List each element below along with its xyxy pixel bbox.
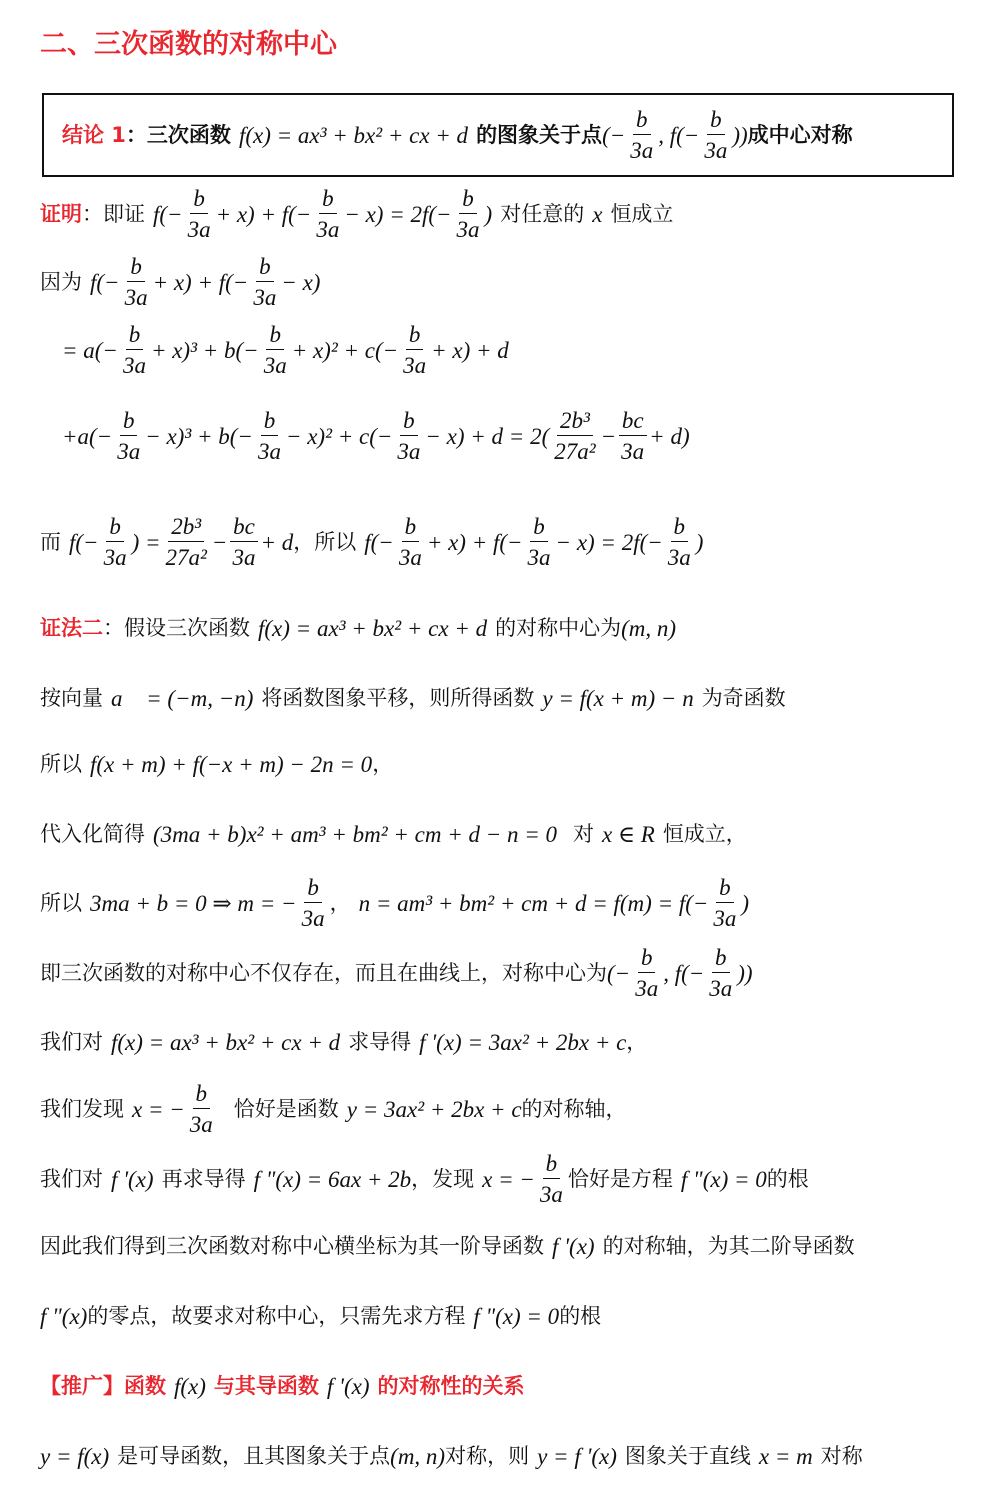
fraction: $\frac{b}{3a}$ — [301, 875, 325, 931]
fraction: $\frac{\text{2b³}}{\text{27a²}}$ — [165, 514, 207, 570]
conclusion-point-open: (− — [602, 122, 626, 148]
math-span: x = m — [758, 1443, 813, 1469]
text-span: ，所以 — [293, 529, 357, 554]
proof-label: 证明 — [40, 201, 82, 226]
math-span: − — [600, 423, 617, 449]
text-span: 为奇函数 — [701, 685, 786, 710]
text-span: 而 — [40, 529, 61, 554]
math-span: x ∈ R — [602, 821, 655, 847]
math-span: (3ma + b)x² + am³ + bm² + cm + d − n = 0 — [153, 821, 558, 847]
math-span: − x)² + c(− — [285, 423, 393, 449]
math-span: + d) — [649, 423, 690, 449]
conclusion-mid: 的图象关于点 — [476, 122, 603, 147]
math-span: ) — [484, 201, 493, 227]
method2-line-1 — [40, 612, 960, 644]
extension-line-2 — [40, 1440, 960, 1472]
method2-line-2 — [40, 682, 960, 714]
text-span: 所以 — [40, 890, 82, 915]
math-span: = a(− — [62, 337, 118, 363]
method2-line-11 — [40, 1300, 960, 1332]
math-span: y = f '(x) — [537, 1443, 617, 1469]
fraction: $\frac{b}{3a}$ — [189, 1081, 213, 1137]
math-span: + x) + f(− — [215, 201, 312, 227]
math-span: + d — [260, 529, 294, 555]
math-span: , f(− — [663, 960, 705, 986]
text-span: ， — [329, 890, 351, 915]
proof-line-4 — [62, 404, 960, 468]
text-span: ， — [626, 1029, 648, 1054]
conclusion-point-close: )) — [732, 122, 748, 148]
math-span: f(x + m) + f(−x + m) − 2n = 0 — [90, 751, 373, 777]
text-span: 因此我们得到三次函数对称中心横坐标为其一阶导函数 — [40, 1233, 544, 1258]
math-span: a⃗ = (−m, −n) — [111, 685, 254, 711]
text-span: 将函数图象平移，则所得函数 — [261, 685, 535, 710]
proof-line-3 — [62, 322, 960, 378]
text-span: 的对称轴， — [521, 1096, 627, 1121]
math-span: x — [592, 201, 603, 227]
conclusion-label: 结论 1 — [62, 122, 126, 147]
method2-line-7 — [40, 1026, 960, 1058]
text-span: ，发现 — [411, 1166, 475, 1191]
text-span: 我们对 — [40, 1029, 103, 1054]
section-title: 二、三次函数的对称中心 — [40, 29, 337, 60]
math-span: f(x) — [174, 1373, 206, 1399]
text-span: 因为 — [40, 269, 82, 294]
text-span: 对任意的 — [500, 201, 585, 226]
math-span: )) — [737, 960, 753, 986]
fraction: $\frac{b}{3a}$ — [704, 107, 728, 163]
fraction: $\frac{bc}{3a}$ — [229, 515, 258, 569]
fraction: $\frac{bc}{3a}$ — [618, 409, 647, 463]
math-span: n = am³ + bm² + cm + d = f(m) = f(− — [358, 890, 709, 916]
text-span: 恒成立， — [662, 821, 747, 846]
method2-line-9 — [40, 1148, 960, 1210]
text-span: ：即证 — [82, 201, 145, 226]
fraction: $\frac{b}{3a}$ — [713, 875, 737, 931]
math-span: + x) + f(− — [426, 529, 523, 555]
math-span: f "(x) = 0 — [473, 1303, 560, 1329]
fraction: $\frac{b}{3a}$ — [456, 186, 480, 242]
math-span: − x)³ + b(− — [145, 423, 253, 449]
math-span: f(x) = ax³ + bx² + cx + d — [258, 615, 488, 641]
math-span: + x)² + c(− — [291, 337, 399, 363]
math-span: − — [211, 529, 228, 555]
text-span: 的对称性的关系 — [377, 1373, 525, 1398]
math-span: − x) + d = 2( — [425, 423, 550, 449]
math-span: f(− — [69, 529, 99, 555]
math-span: + x) + f(− — [152, 269, 249, 295]
fraction: $\frac{b}{3a}$ — [263, 322, 287, 378]
text-span: 函数 — [124, 1373, 166, 1398]
fraction: $\frac{b}{3a}$ — [527, 514, 551, 570]
math-span: 3ma + b = 0 ⇒ m = − — [90, 890, 297, 916]
math-span: + x)³ + b(− — [150, 337, 259, 363]
text-span: 我们发现 — [40, 1096, 124, 1121]
math-span: f "(x) = 0 — [680, 1166, 767, 1192]
math-span: (m, n) — [390, 1443, 446, 1469]
math-span: ) = — [131, 529, 161, 555]
math-span: f(− — [364, 529, 394, 555]
fraction: $\frac{b}{3a}$ — [124, 254, 148, 310]
text-span: 对称，则 — [445, 1443, 530, 1468]
math-span: f '(x) — [111, 1166, 154, 1192]
proof-line-1 — [40, 188, 960, 240]
text-span: 的对称中心为 — [495, 615, 622, 640]
fraction: $\frac{b}{3a}$ — [630, 107, 654, 163]
method2-line-8 — [40, 1078, 960, 1140]
fraction: $\frac{b}{3a}$ — [397, 408, 421, 464]
text-span: 我们对 — [40, 1166, 103, 1191]
math-span: f(− — [153, 201, 183, 227]
math-span: f '(x) — [552, 1233, 595, 1259]
text-span: 的零点，故要求对称中心，只需先求方程 — [87, 1303, 466, 1328]
fraction: $\frac{b}{3a}$ — [187, 186, 211, 242]
math-span: ) — [695, 529, 704, 555]
math-span: f "(x) = 6ax + 2b — [253, 1166, 412, 1192]
text-span: 求导得 — [348, 1029, 412, 1054]
fraction: $\frac{b}{3a}$ — [539, 1151, 563, 1207]
text-span: 恰好是方程 — [567, 1166, 673, 1191]
proof-line-2 — [40, 256, 960, 308]
fraction: $\frac{b}{3a}$ — [403, 322, 427, 378]
math-span: − x) = 2f(− — [555, 529, 663, 555]
fraction: $\frac{b}{3a}$ — [117, 408, 141, 464]
math-span: ) — [741, 890, 750, 916]
math-span: (− — [607, 960, 631, 986]
text-span: 所以 — [40, 751, 82, 776]
text-span: 恰好是函数 — [233, 1096, 339, 1121]
fraction: $\frac{b}{3a}$ — [709, 945, 733, 1001]
conclusion-expr: f(x) = ax³ + bx² + cx + d — [238, 122, 469, 148]
math-span: y = 3ax² + 2bx + c — [346, 1096, 522, 1122]
method2-label: 证法二 — [40, 615, 103, 640]
method2-line-5 — [40, 872, 960, 934]
text-span: 的根 — [766, 1166, 809, 1191]
text-span: ：假设三次函数 — [103, 615, 250, 640]
fraction: $\frac{b}{3a}$ — [398, 514, 422, 570]
math-span: f '(x) = 3ax² + 2bx + c — [419, 1029, 627, 1055]
fraction: $\frac{b}{3a}$ — [122, 322, 146, 378]
math-span: y = f(x + m) − n — [542, 685, 694, 711]
math-span: f '(x) — [326, 1373, 370, 1399]
extension-label: 【推广】 — [40, 1373, 124, 1398]
text-span: 与其导函数 — [213, 1373, 319, 1398]
method2-line-10 — [40, 1230, 960, 1262]
text-span: 的根 — [559, 1303, 602, 1328]
math-span: y = f(x) — [40, 1443, 110, 1469]
method2-line-4 — [40, 818, 960, 850]
text-span: 即三次函数的对称中心不仅存在，而且在曲线上，对称中心为 — [40, 960, 607, 985]
math-span: − x) — [281, 269, 321, 295]
conclusion-tail: 成中心对称 — [747, 122, 853, 147]
math-span: x = − — [132, 1096, 185, 1122]
conclusion-lead: ：三次函数 — [125, 122, 231, 147]
method2-line-6 — [40, 942, 960, 1004]
math-span: +a(− — [62, 423, 113, 449]
proof-line-5 — [40, 510, 960, 574]
text-span: ， — [372, 751, 394, 776]
text-span: 对 — [573, 821, 595, 846]
text-span: 对称 — [820, 1443, 863, 1468]
math-span: (m, n) — [621, 615, 677, 641]
conclusion-line — [62, 95, 942, 175]
fraction: $\frac{b}{3a}$ — [667, 514, 691, 570]
text-span: 按向量 — [40, 685, 103, 710]
math-span: + x) + d — [431, 337, 509, 363]
math-span: f(− — [90, 269, 120, 295]
conclusion-point-mid: , f(− — [658, 122, 700, 148]
fraction: $\frac{b}{3a}$ — [103, 514, 127, 570]
method2-line-3 — [40, 748, 960, 780]
text-span: 再求导得 — [161, 1166, 246, 1191]
math-span: f(x) = ax³ + bx² + cx + d — [111, 1029, 341, 1055]
text-span: 是可导函数，且其图象关于点 — [117, 1443, 391, 1468]
text-span: 恒成立 — [610, 201, 674, 226]
conclusion-box — [42, 93, 954, 177]
text-span: 代入化简得 — [40, 821, 145, 846]
math-span: x = − — [482, 1166, 535, 1192]
text-span: 图象关于直线 — [624, 1443, 751, 1468]
math-span: − x) = 2f(− — [344, 201, 452, 227]
fraction: $\frac{b}{3a}$ — [253, 254, 277, 310]
extension-line-1 — [40, 1370, 960, 1402]
fraction: $\frac{b}{3a}$ — [257, 408, 281, 464]
math-span: f "(x) — [40, 1303, 88, 1329]
fraction: $\frac{b}{3a}$ — [635, 945, 659, 1001]
fraction: $\frac{\text{2b³}}{\text{27a²}}$ — [554, 408, 596, 464]
fraction: $\frac{b}{3a}$ — [316, 186, 340, 242]
text-span: 的对称轴，为其二阶导函数 — [602, 1233, 855, 1258]
